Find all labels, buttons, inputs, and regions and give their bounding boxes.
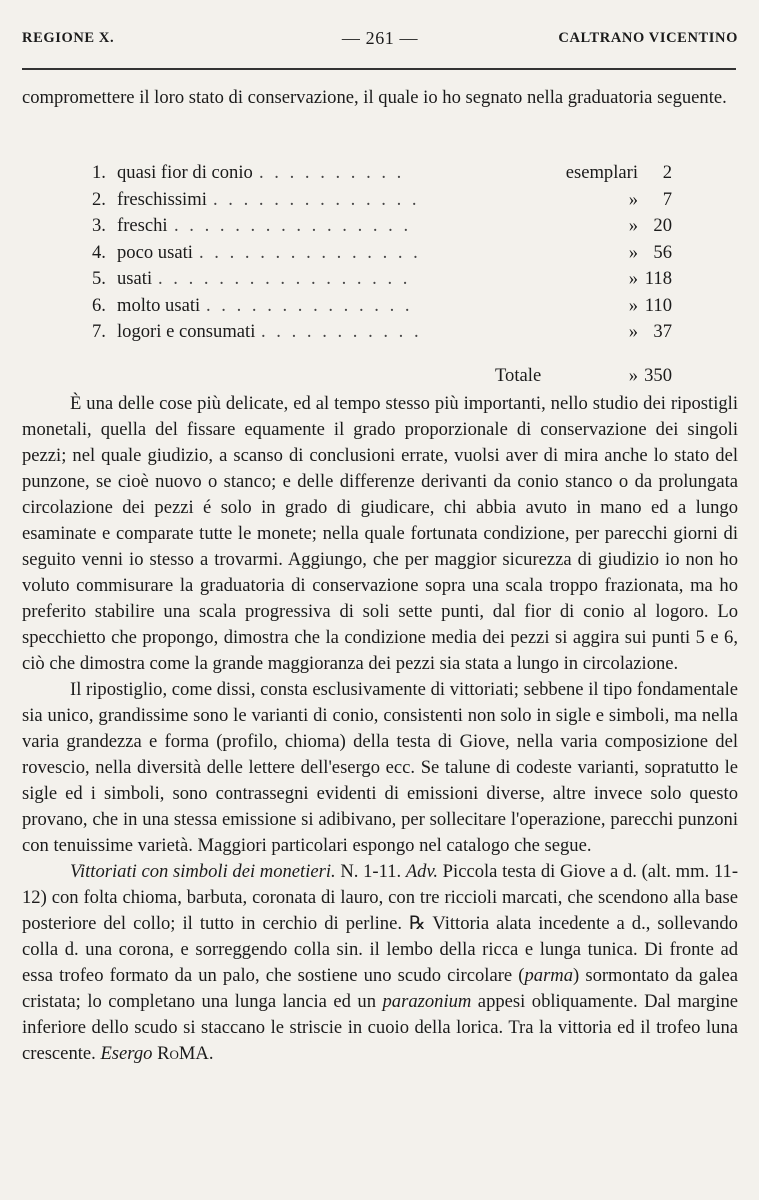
row-number: 7. (92, 321, 106, 342)
term-parazonium: parazonium (382, 991, 472, 1012)
header-rule (22, 68, 736, 70)
entry-obverse: Piccola testa di Giove a d. (alt. mm. 11-12) con folta chioma, barbuta, coronata di lauro, con tre riccioli marcati, che scendono alla base posteriore del collo; il tutto in cerchio di perline. (22, 861, 739, 934)
row-value: 20 (653, 215, 672, 236)
body-text (22, 391, 738, 1067)
entry-reverse-b: ) sormontato da galea cristata; lo completano una lunga lancia ed un (22, 965, 738, 1012)
paragraph-catalogue-entry (22, 859, 738, 1067)
total-unit: » (628, 365, 638, 386)
row-number: 1. (92, 162, 106, 183)
row-label: quasi fior di conio (117, 162, 253, 183)
leader-dots: . . . . . . . . . . . . . . . (199, 241, 421, 263)
row-value: 110 (644, 294, 672, 316)
row-unit: » (628, 294, 638, 316)
row-label: molto usati (117, 294, 201, 316)
table-row (92, 187, 672, 214)
header-region: REGIONE X. (22, 30, 115, 46)
row-number: 4. (92, 241, 106, 263)
row-unit: » (628, 268, 638, 289)
entry-ref: N. 1-11. (335, 861, 406, 882)
leader-dots: . . . . . . . . . . . . . . . . (174, 215, 412, 236)
row-unit: esemplari (565, 162, 638, 183)
esergo-label: Esergo (100, 1043, 153, 1064)
intro-text: compromettere il loro stato di conservazione, il quale io ho segnato nella graduatoria seguente. (22, 87, 727, 108)
entry-reverse-c: appesi obliquamente. Dal margine inferiore dello scudo si staccano le striscie in cuoio della lorica. Tra la vittoria ed il trofeo luna crescente. (22, 991, 738, 1064)
row-number: 6. (92, 294, 106, 316)
conservation-table (92, 160, 672, 346)
running-header (22, 28, 738, 52)
paragraph-conservation: È una delle cose più delicate, ed al tempo stesso più importanti, nello studio dei ripostigli monetali, quella del fissare equamente il grado proporzionale di conservazione dei singoli pezzi; nel quale giudizio, a scanso di conclusioni errate, vuolsi aver di mira anche lo stato del punzone, se cioè nuovo o stanco; e delle differenze derivanti da conio stanco o da prolungata circolazione dei pezzi é solo in grado di giudicare, chi abbia avuto in mano ed a lungo esaminate e comparate tutte le monete; nella quale fortunata condizione, per parecchi giorni di seguito venni io stesso a trovarmi. Aggiungo, che per maggior sicurezza di giudizio io non ho voluto commisurare la graduatoria di conservazione sopra una scala troppo frazionata, ma ho preferito stabilire una scala progressiva di soli sette punti, dal fior di conio al logoro. Lo specchietto che propongo, dimostra che la condizione media dei pezzi si aggira sui punti 5 e 6, ciò che dimostra come la grande maggioranza dei pezzi sia stata a lungo in circolazione. (22, 393, 738, 674)
table-row (92, 160, 672, 187)
row-label: poco usati (117, 241, 193, 263)
leader-dots: . . . . . . . . . . . . . . (213, 188, 420, 210)
row-number: 5. (92, 268, 106, 289)
table-row (92, 293, 672, 320)
intro-paragraph (22, 85, 738, 111)
reverse-symbol: ℞ (409, 913, 426, 934)
row-label: freschi (117, 215, 168, 236)
row-label: usati (117, 268, 153, 289)
table-row (92, 213, 672, 240)
row-number: 2. (92, 188, 106, 210)
entry-adv: Adv. (405, 861, 439, 882)
table-row (92, 266, 672, 293)
paragraph-ripostiglio: Il ripostiglio, come dissi, consta esclusivamente di vittoriati; sebbene il tipo fondamentale sia unico, grandissime sono le varianti di conio, consistenti non solo in sigle e simboli, ma nella varia grandezza e forma (profilo, chioma) della testa di Giove, nella varia composizione del rovescio, nella diversità delle lettere dell'esergo ecc. Se talune di codeste varianti, sopratutto le sigle ed i simboli, sono contrassegni evidenti di emissioni diverse, altre invece solo questo provano, che in una stessa emissione si adibivano, per sollecitare l'operazione, parecchi punzoni con tenuissime varietà. Maggiori particolari espongo nel catalogo che segue. (22, 679, 738, 856)
row-value: 118 (644, 268, 672, 289)
header-location: CALTRANO VICENTINO (558, 30, 738, 46)
row-value: 7 (662, 188, 672, 210)
leader-dots: . . . . . . . . . . . . . . . . . (158, 268, 411, 289)
leader-dots: . . . . . . . . . . . (261, 321, 422, 342)
table-row (92, 240, 672, 267)
row-value: 2 (662, 162, 672, 183)
row-value: 56 (653, 241, 672, 263)
row-label: freschissimi (117, 188, 207, 210)
row-label: logori e consumati (117, 321, 256, 342)
entry-reverse-a: Vittoria alata incedente a d., sollevando colla d. una corona, e sorreggendo colla sin. il lembo della ricca e lunga tunica. Di fronte ad essa trofeo formato da un palo, che sostiene uno scudo circolare ( (22, 913, 738, 986)
row-unit: » (628, 215, 638, 236)
page-number: — 261 — (341, 28, 419, 48)
leader-dots: . . . . . . . . . . (259, 162, 405, 183)
entry-title: Vittoriati con simboli dei monetieri. (70, 861, 336, 882)
row-unit: » (628, 241, 638, 263)
table-total-row (92, 365, 672, 391)
row-value: 37 (653, 321, 672, 342)
exergue-legend: RoMA. (157, 1043, 214, 1064)
row-unit: » (628, 188, 638, 210)
row-unit: » (628, 321, 638, 342)
total-label: Totale (495, 365, 542, 386)
row-number: 3. (92, 215, 106, 236)
total-value: 350 (644, 365, 672, 386)
table-row (92, 319, 672, 346)
term-parma: parma (524, 965, 574, 986)
leader-dots: . . . . . . . . . . . . . . (206, 294, 413, 316)
